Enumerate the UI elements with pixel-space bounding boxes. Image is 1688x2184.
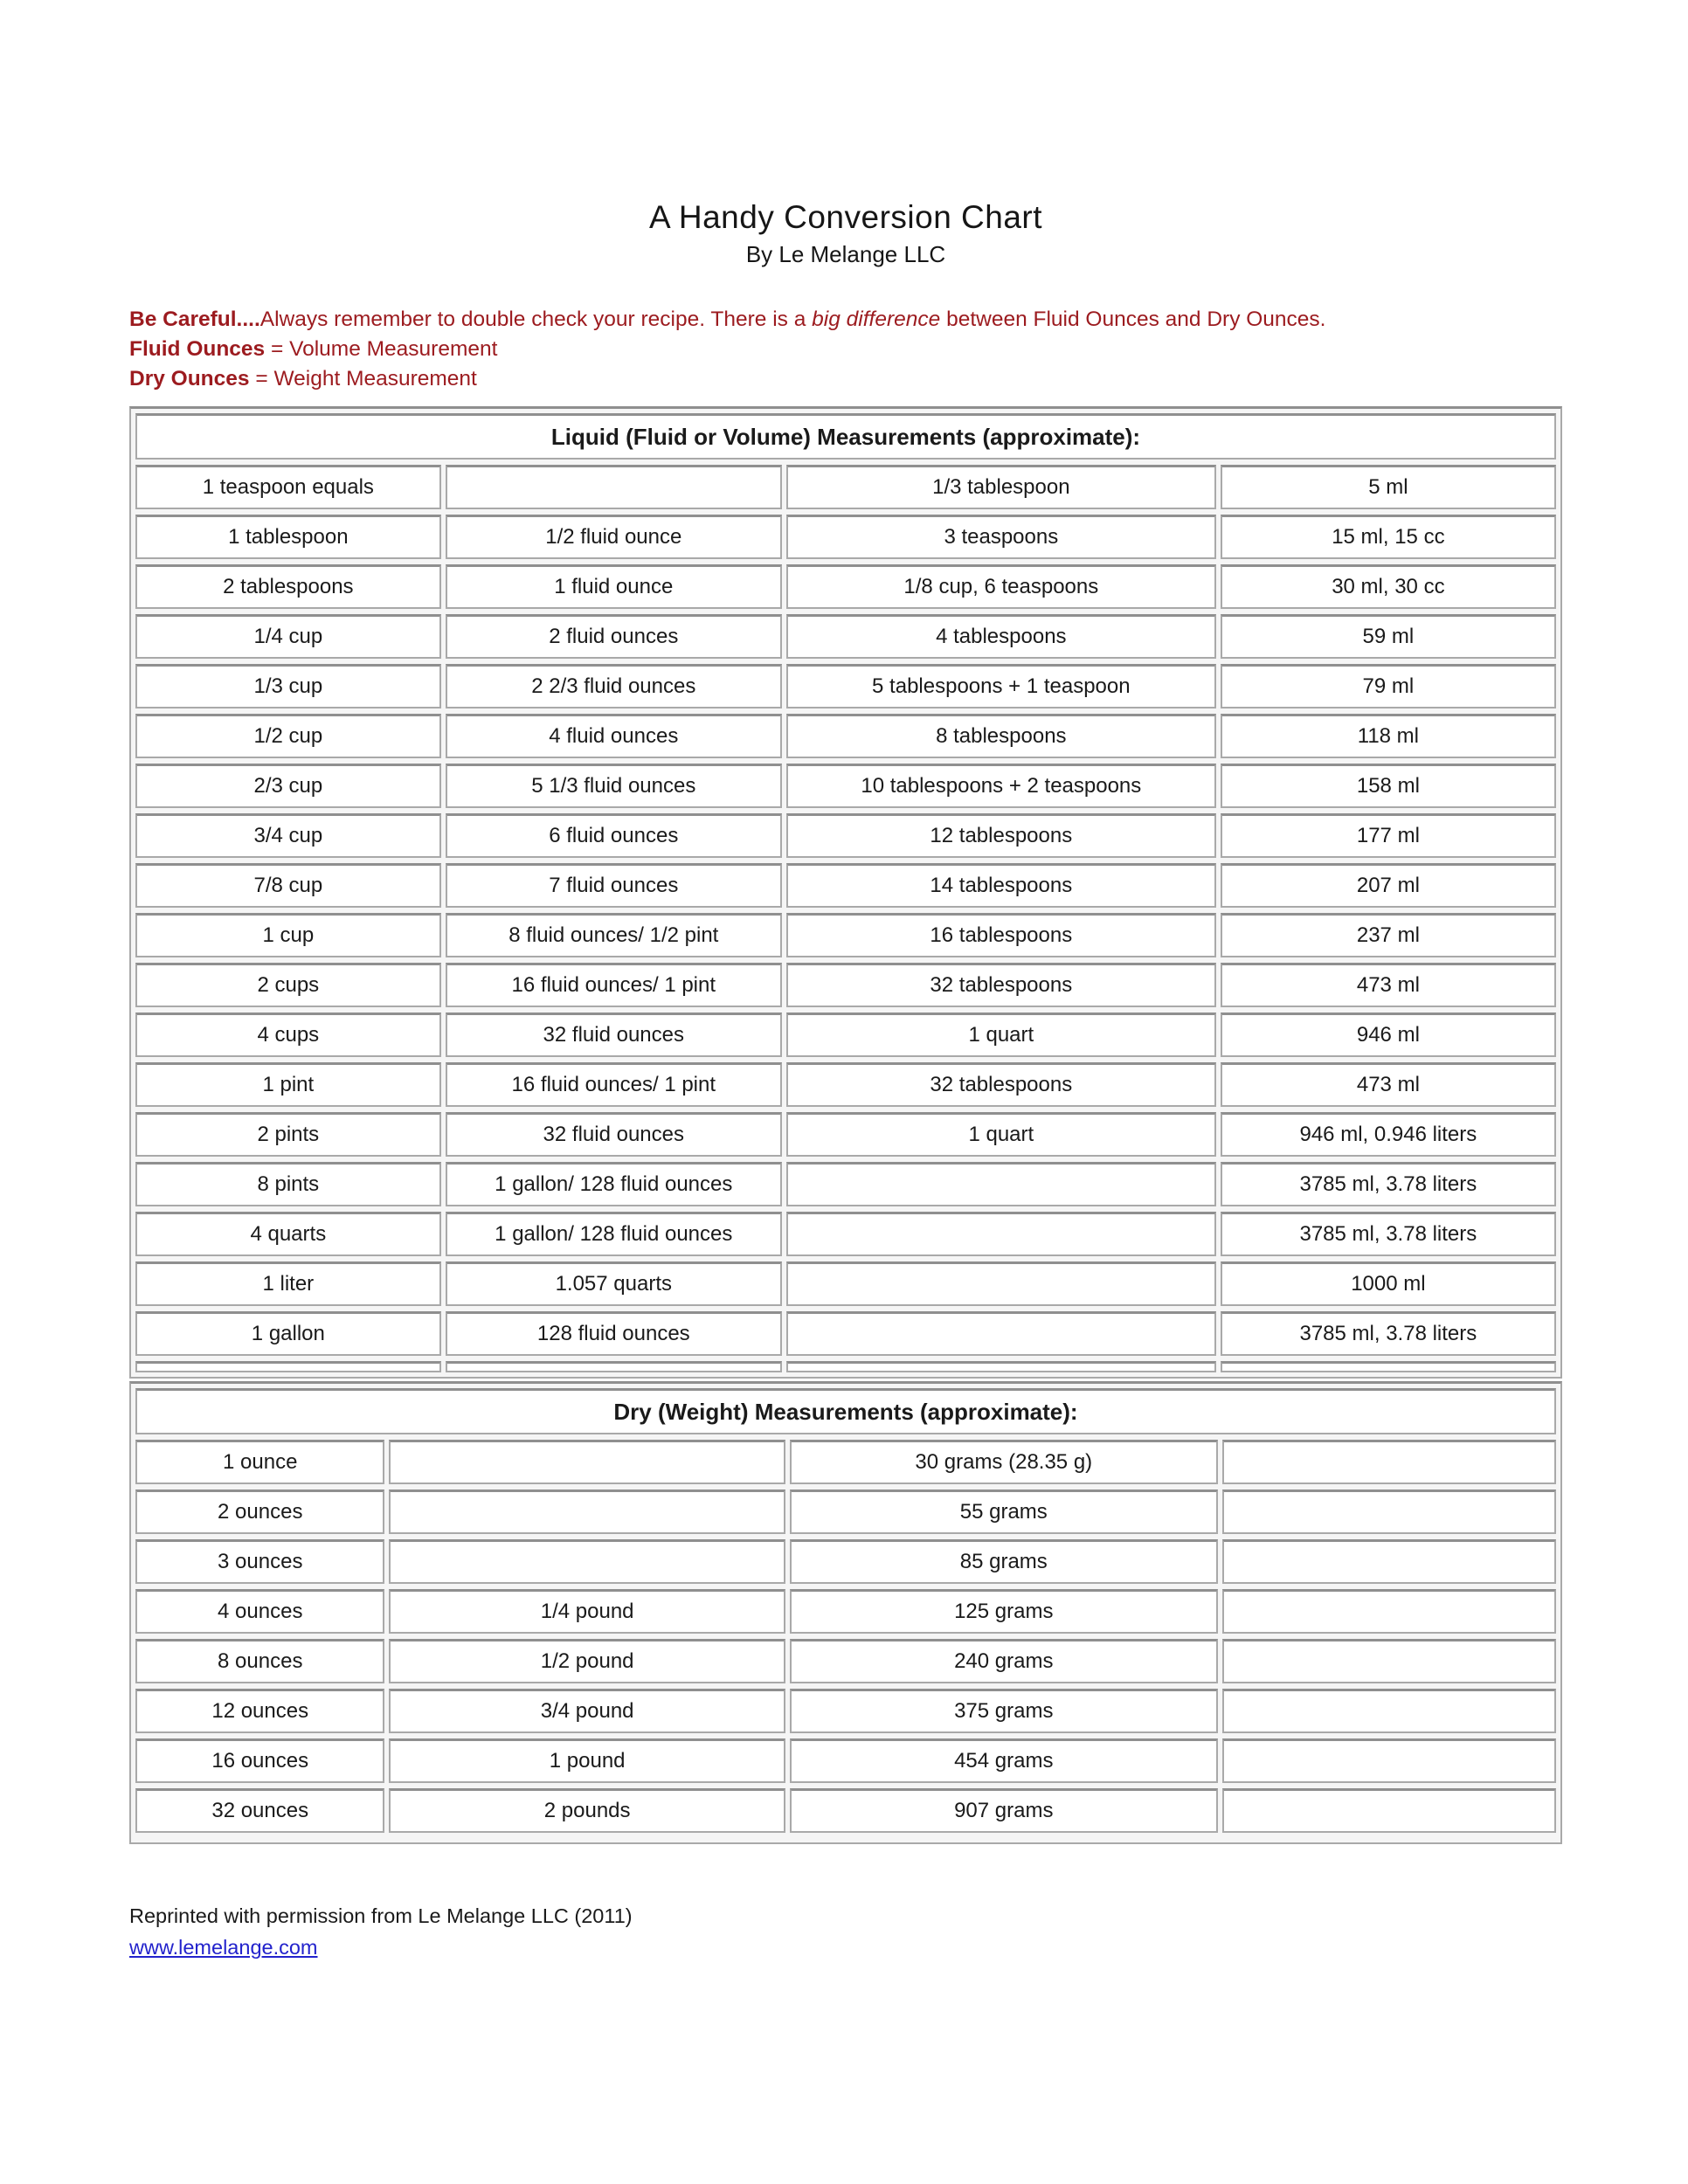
table-cell: 32 tablespoons xyxy=(786,1062,1216,1107)
table-row xyxy=(135,1788,1556,1833)
table-row xyxy=(135,1639,1556,1683)
dry-table-rows xyxy=(135,1440,1556,1833)
table-cell: 15 ml, 15 cc xyxy=(1221,515,1556,559)
table-cell: 946 ml xyxy=(1221,1013,1556,1057)
table-cell: 5 1/3 fluid ounces xyxy=(446,764,782,808)
table-row xyxy=(135,963,1556,1007)
table-cell: 1 gallon/ 128 fluid ounces xyxy=(446,1162,782,1206)
table-cell: 4 cups xyxy=(135,1013,441,1057)
table-cell: 16 fluid ounces/ 1 pint xyxy=(446,963,782,1007)
table-cell: 2 ounces xyxy=(135,1489,384,1534)
table-row xyxy=(135,515,1556,559)
page-subtitle: By Le Melange LLC xyxy=(745,241,946,267)
table-cell: 1 tablespoon xyxy=(135,515,441,559)
table-cell xyxy=(786,1311,1216,1356)
warning-line-dry xyxy=(129,364,1562,394)
table-cell: 907 grams xyxy=(790,1788,1218,1833)
table-row xyxy=(135,1162,1556,1206)
table-cell: 85 grams xyxy=(790,1539,1218,1584)
table-row xyxy=(135,1112,1556,1157)
liquid-measurements-table xyxy=(129,406,1562,1379)
table-cell: 5 tablespoons + 1 teaspoon xyxy=(786,664,1216,708)
table-cell: 79 ml xyxy=(1221,664,1556,708)
table-row xyxy=(135,664,1556,708)
table-cell: 1 fluid ounce xyxy=(446,564,782,609)
table-cell: 14 tablespoons xyxy=(786,863,1216,908)
table-cell: 1/4 pound xyxy=(389,1589,785,1634)
table-cell: 1000 ml xyxy=(1221,1261,1556,1306)
table-cell: 2 2/3 fluid ounces xyxy=(446,664,782,708)
table-cell: 207 ml xyxy=(1221,863,1556,908)
table-cell: 30 ml, 30 cc xyxy=(1221,564,1556,609)
table-cell: 16 ounces xyxy=(135,1738,384,1783)
table-cell: 16 tablespoons xyxy=(786,913,1216,957)
table-row xyxy=(135,1738,1556,1783)
liquid-table-rows xyxy=(135,465,1556,1356)
table-row xyxy=(135,1311,1556,1356)
table-cell xyxy=(389,1489,785,1534)
table-cell: 10 tablespoons + 2 teaspoons xyxy=(786,764,1216,808)
table-row xyxy=(135,1539,1556,1584)
table-cell: 30 grams (28.35 g) xyxy=(790,1440,1218,1484)
table-cell: 118 ml xyxy=(1221,714,1556,758)
table-row xyxy=(135,913,1556,957)
table-cell: 1/3 tablespoon xyxy=(786,465,1216,509)
warning-line-fluid xyxy=(129,335,1562,364)
table-cell: 7 fluid ounces xyxy=(446,863,782,908)
table-cell: 2 pints xyxy=(135,1112,441,1157)
footer xyxy=(129,1900,1562,1963)
table-cell: 1 pound xyxy=(389,1738,785,1783)
table-cell xyxy=(1222,1440,1556,1484)
table-cell: 16 fluid ounces/ 1 pint xyxy=(446,1062,782,1107)
table-cell: 2 cups xyxy=(135,963,441,1007)
table-row xyxy=(135,813,1556,858)
reprint-notice: Reprinted with permission from Le Melange LLC (2011) xyxy=(129,1904,633,1927)
table-cell: 237 ml xyxy=(1221,913,1556,957)
empty-cell xyxy=(135,1361,441,1372)
warning-careful-text-end: between Fluid Ounces and Dry Ounces. xyxy=(940,308,1326,331)
table-cell: 158 ml xyxy=(1221,764,1556,808)
table-cell: 2 fluid ounces xyxy=(446,614,782,659)
table-cell: 5 ml xyxy=(1221,465,1556,509)
table-row xyxy=(135,1489,1556,1534)
dry-table-header: Dry (Weight) Measurements (approximate): xyxy=(135,1388,1556,1434)
table-cell xyxy=(389,1440,785,1484)
table-cell: 1/2 fluid ounce xyxy=(446,515,782,559)
table-cell: 32 tablespoons xyxy=(786,963,1216,1007)
table-cell: 240 grams xyxy=(790,1639,1218,1683)
table-cell: 1/3 cup xyxy=(135,664,441,708)
table-cell: 177 ml xyxy=(1221,813,1556,858)
table-cell xyxy=(786,1162,1216,1206)
table-cell xyxy=(786,1212,1216,1256)
page-title: A Handy Conversion Chart xyxy=(648,199,1043,235)
table-row xyxy=(135,714,1556,758)
warning-careful-bold: Be Careful.... xyxy=(129,308,260,331)
table-row xyxy=(135,614,1556,659)
table-cell: 946 ml, 0.946 liters xyxy=(1221,1112,1556,1157)
table-cell: 3/4 pound xyxy=(389,1689,785,1733)
table-cell: 1 liter xyxy=(135,1261,441,1306)
table-cell: 128 fluid ounces xyxy=(446,1311,782,1356)
table-cell xyxy=(1222,1589,1556,1634)
table-cell xyxy=(389,1539,785,1584)
table-row xyxy=(135,863,1556,908)
table-row xyxy=(135,1261,1556,1306)
table-cell xyxy=(1222,1539,1556,1584)
table-cell: 7/8 cup xyxy=(135,863,441,908)
table-cell: 3 teaspoons xyxy=(786,515,1216,559)
table-cell: 4 quarts xyxy=(135,1212,441,1256)
table-cell: 2 pounds xyxy=(389,1788,785,1833)
table-cell: 12 tablespoons xyxy=(786,813,1216,858)
warning-fluid-bold: Fluid Ounces xyxy=(129,337,266,361)
table-cell: 2 tablespoons xyxy=(135,564,441,609)
warning-note xyxy=(129,305,1562,394)
table-cell: 59 ml xyxy=(1221,614,1556,659)
table-cell: 1 gallon xyxy=(135,1311,441,1356)
table-cell xyxy=(1222,1689,1556,1733)
table-row xyxy=(135,1013,1556,1057)
table-cell: 32 ounces xyxy=(135,1788,384,1833)
table-cell xyxy=(1222,1738,1556,1783)
table-cell: 4 fluid ounces xyxy=(446,714,782,758)
table-cell: 1 cup xyxy=(135,913,441,957)
table-cell: 1/4 cup xyxy=(135,614,441,659)
table-cell: 6 fluid ounces xyxy=(446,813,782,858)
table-cell xyxy=(1222,1639,1556,1683)
table-row xyxy=(135,465,1556,509)
table-row xyxy=(135,1062,1556,1107)
warning-dry-text: = Weight Measurement xyxy=(249,367,477,390)
table-cell: 4 ounces xyxy=(135,1589,384,1634)
table-cell xyxy=(786,1261,1216,1306)
table-cell: 4 tablespoons xyxy=(786,614,1216,659)
empty-cell xyxy=(1221,1361,1556,1372)
table-cell: 32 fluid ounces xyxy=(446,1112,782,1157)
empty-cell xyxy=(786,1361,1216,1372)
table-cell: 473 ml xyxy=(1221,963,1556,1007)
warning-careful-italic: big difference xyxy=(812,308,941,331)
table-cell: 55 grams xyxy=(790,1489,1218,1534)
warning-careful-text: Always remember to double check your recipe. There is a xyxy=(259,308,813,331)
liquid-table-header: Liquid (Fluid or Volume) Measurements (approximate): xyxy=(135,413,1556,460)
document-page xyxy=(129,0,1562,1963)
table-cell: 8 fluid ounces/ 1/2 pint xyxy=(446,913,782,957)
table-cell: 1/2 cup xyxy=(135,714,441,758)
table-cell: 3785 ml, 3.78 liters xyxy=(1221,1162,1556,1206)
table-row xyxy=(135,1440,1556,1484)
table-cell: 1/8 cup, 6 teaspoons xyxy=(786,564,1216,609)
table-cell: 8 tablespoons xyxy=(786,714,1216,758)
liquid-table-empty-row xyxy=(135,1361,1556,1372)
table-cell: 32 fluid ounces xyxy=(446,1013,782,1057)
table-cell: 3 ounces xyxy=(135,1539,384,1584)
table-cell: 454 grams xyxy=(790,1738,1218,1783)
table-cell: 375 grams xyxy=(790,1689,1218,1733)
table-cell: 1 gallon/ 128 fluid ounces xyxy=(446,1212,782,1256)
table-cell: 125 grams xyxy=(790,1589,1218,1634)
warning-dry-bold: Dry Ounces xyxy=(129,367,250,390)
table-row xyxy=(135,1689,1556,1733)
table-cell: 1 teaspoon equals xyxy=(135,465,441,509)
empty-cell xyxy=(446,1361,782,1372)
table-cell: 3785 ml, 3.78 liters xyxy=(1221,1212,1556,1256)
table-cell: 1/2 pound xyxy=(389,1639,785,1683)
website-link[interactable]: www.lemelange.com xyxy=(129,1936,318,1959)
table-cell xyxy=(446,465,782,509)
table-row xyxy=(135,764,1556,808)
table-cell: 12 ounces xyxy=(135,1689,384,1733)
table-cell: 8 pints xyxy=(135,1162,441,1206)
table-cell: 1 pint xyxy=(135,1062,441,1107)
dry-measurements-table xyxy=(129,1381,1562,1844)
table-cell: 1 ounce xyxy=(135,1440,384,1484)
table-cell: 1 quart xyxy=(786,1013,1216,1057)
table-row xyxy=(135,1212,1556,1256)
table-cell xyxy=(1222,1788,1556,1833)
warning-line-careful xyxy=(129,305,1562,335)
warning-fluid-text: = Volume Measurement xyxy=(265,337,498,361)
table-row xyxy=(135,564,1556,609)
table-cell xyxy=(1222,1489,1556,1534)
table-cell: 473 ml xyxy=(1221,1062,1556,1107)
table-cell: 1.057 quarts xyxy=(446,1261,782,1306)
table-cell: 2/3 cup xyxy=(135,764,441,808)
table-cell: 8 ounces xyxy=(135,1639,384,1683)
table-cell: 3/4 cup xyxy=(135,813,441,858)
table-row xyxy=(135,1589,1556,1634)
table-cell: 1 quart xyxy=(786,1112,1216,1157)
table-cell: 3785 ml, 3.78 liters xyxy=(1221,1311,1556,1356)
